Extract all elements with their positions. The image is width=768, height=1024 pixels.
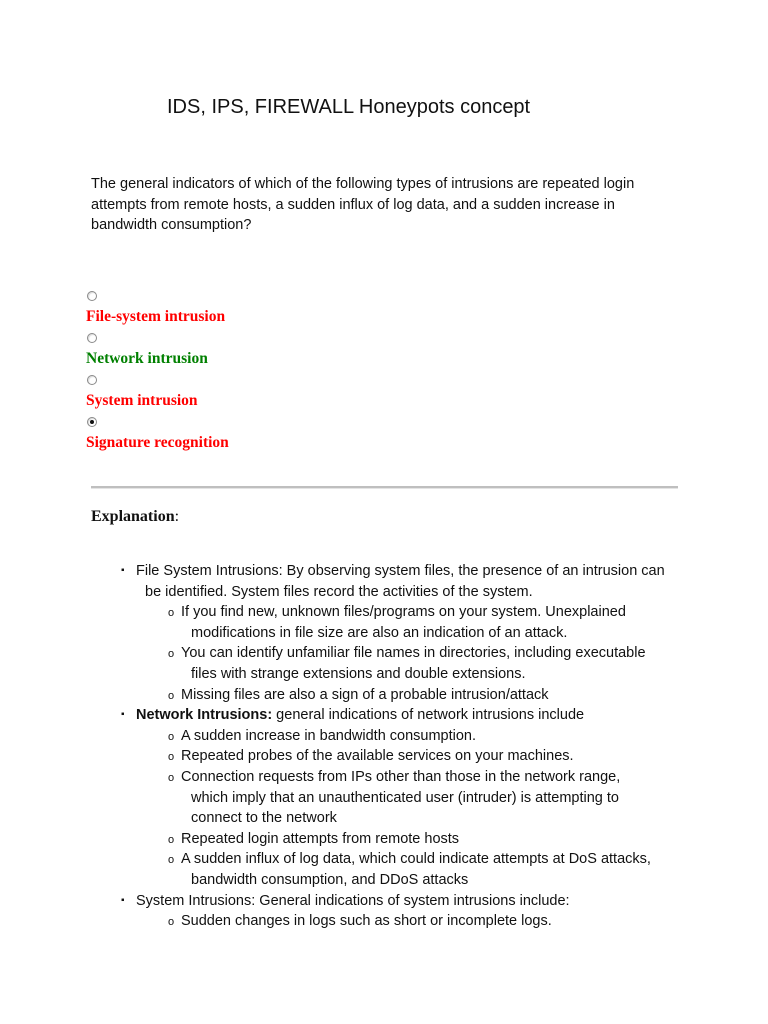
sub-line: A sudden increase in bandwidth consumption.	[181, 727, 477, 744]
option-label: System intrusion	[86, 392, 198, 409]
radio-button[interactable]	[87, 375, 97, 385]
section-divider	[91, 486, 678, 489]
sub-line: Repeated login attempts from remote hosts	[181, 830, 460, 847]
list-item	[181, 767, 671, 829]
sub-line: If you find new, unknown files/programs on your system. Unexplained	[181, 604, 626, 621]
sub-list	[136, 911, 681, 932]
option-label: Network intrusion	[86, 350, 208, 367]
bullet-system-intrusions	[136, 891, 681, 932]
answer-options	[86, 289, 486, 457]
sub-line: files with strange extensions and double extensions.	[191, 665, 526, 682]
option-signature-recognition[interactable]	[86, 415, 486, 457]
sub-line: Connection requests from IPs other than those in the network range,	[181, 768, 621, 785]
bullet-line: general indications of network intrusions include	[272, 707, 585, 724]
option-system-intrusion[interactable]	[86, 373, 486, 415]
sub-line: You can identify unfamiliar file names in directories, including executable	[181, 645, 646, 662]
option-network-intrusion[interactable]	[86, 331, 486, 373]
question-text: The general indicators of which of the following types of intrusions are repeated login attempts from remote hosts, a sudden influx of log data, and a sudden increase in bandwidth consumption?	[91, 176, 635, 233]
bullet-text	[136, 891, 681, 912]
option-label: Signature recognition	[86, 434, 229, 451]
bullet-network-intrusions	[136, 705, 681, 890]
list-item	[181, 602, 671, 643]
explanation-list	[0, 561, 768, 932]
radio-button[interactable]	[87, 291, 97, 301]
bullet-lead: Network Intrusions:	[136, 707, 273, 724]
sub-line: Missing files are also a sign of a probable intrusion/attack	[181, 686, 549, 703]
list-item	[181, 726, 671, 747]
list-item	[181, 829, 671, 850]
sub-line: Repeated probes of the available services on your machines.	[181, 748, 574, 765]
bullet-line: be identified. System files record the activities of the system.	[145, 583, 533, 600]
sub-list	[136, 726, 681, 891]
bullet-line: File System Intrusions: By observing system files, the presence of an intrusion can	[136, 563, 665, 579]
bullet-text	[136, 705, 681, 726]
option-file-system-intrusion[interactable]	[86, 289, 486, 331]
bullet-file-system-intrusions	[136, 561, 681, 705]
sub-list	[136, 602, 681, 705]
page-title: IDS, IPS, FIREWALL Honeypots concept	[167, 96, 531, 118]
option-label: File-system intrusion	[86, 308, 226, 325]
sub-line: which imply that an unauthenticated user (intruder) is attempting to	[191, 789, 619, 806]
sub-line: modifications in file size are also an indication of an attack.	[191, 624, 568, 641]
list-item	[181, 685, 671, 706]
radio-button-selected[interactable]	[87, 417, 97, 427]
explanation-heading-text: Explanation	[91, 508, 175, 525]
bullet-line: System Intrusions: General indications of system intrusions include:	[136, 892, 570, 909]
list-item	[181, 911, 671, 932]
list-item	[181, 849, 671, 890]
explanation-heading	[91, 506, 179, 528]
sub-line: connect to the network	[191, 810, 337, 827]
radio-button[interactable]	[87, 333, 97, 343]
bullet-text	[136, 561, 681, 602]
sub-line: Sudden changes in logs such as short or incomplete logs.	[181, 913, 552, 930]
sub-line: bandwidth consumption, and DDoS attacks	[191, 871, 469, 888]
explanation-heading-colon: :	[174, 508, 180, 525]
list-item	[181, 746, 671, 767]
sub-line: A sudden influx of log data, which could indicate attempts at DoS attacks,	[181, 851, 651, 868]
list-item	[181, 643, 671, 684]
